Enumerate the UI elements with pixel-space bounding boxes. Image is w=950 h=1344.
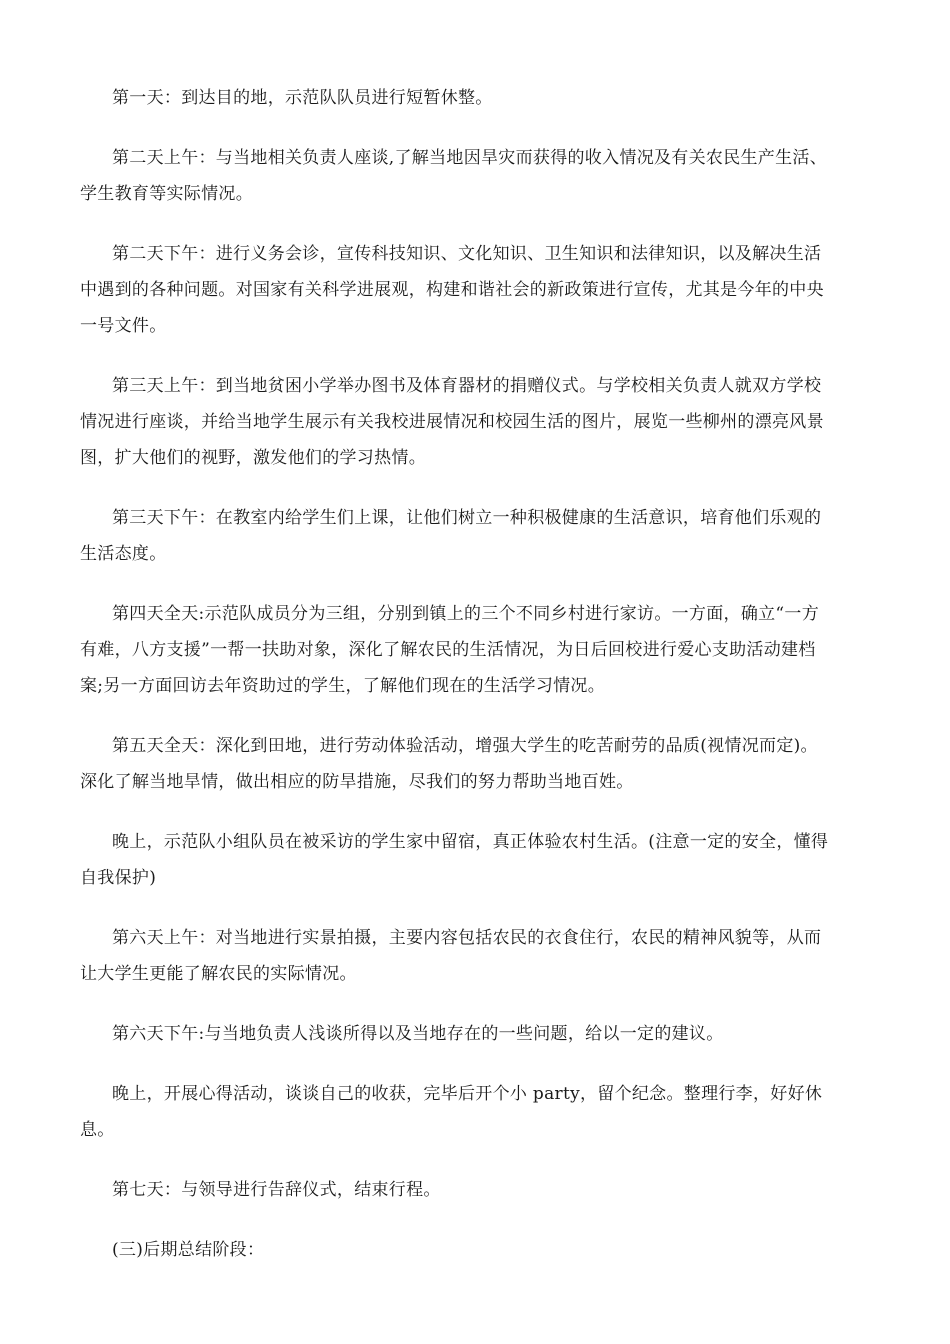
text-line: 生活态度。 [80,544,167,564]
paragraph [80,236,857,344]
paragraph [80,500,857,572]
text-line: 第二天上午：与当地相关负责人座谈,了解当地因旱灾而获得的收入情况及有关农民生产生活、 [112,148,828,168]
text-line: 图，扩大他们的视野，激发他们的学习热情。 [80,448,426,468]
paragraph [80,920,857,992]
text-line: 第三天下午：在教室内给学生们上课，让他们树立一种积极健康的生活意识，培育他们乐观的 [112,508,822,528]
text-line: 一号文件。 [80,316,167,336]
text-line: 晚上，示范队小组队员在被采访的学生家中留宿，真正体验农村生活。(注意一定的安全，懂得 [112,832,829,852]
paragraph [80,824,857,896]
text-line: 息。 [80,1120,115,1140]
paragraph [112,1232,857,1268]
text-line: 第二天下午：进行义务会诊，宣传科技知识、文化知识、卫生知识和法律知识，以及解决生活 [112,244,822,264]
text-line: 第四天全天:示范队成员分为三组，分别到镇上的三个不同乡村进行家访。一方面，确立“一方 [112,604,820,624]
text-line: 情况进行座谈，并给当地学生展示有关我校进展情况和校园生活的图片，展览一些柳州的漂亮风景 [80,412,824,432]
paragraph [80,368,857,476]
text-line: 自我保护) [80,868,157,888]
text-line: 有难，八方支援”一帮一扶助对象，深化了解农民的生活情况，为日后回校进行爱心支助活动建档 [80,640,816,660]
document-body [80,80,857,1268]
text-line: 学生教育等实际情况。 [80,184,253,204]
paragraph [112,1172,857,1208]
text-line: 第三天上午：到当地贫困小学举办图书及体育器材的捐赠仪式。与学校相关负责人就双方学校 [112,376,822,396]
paragraph [80,728,857,800]
paragraph [80,1076,857,1148]
text-line: 第六天下午:与当地负责人浅谈所得以及当地存在的一些问题，给以一定的建议。 [112,1024,724,1044]
text-line: 第五天全天：深化到田地，进行劳动体验活动，增强大学生的吃苦耐劳的品质(视情况而定)。 [112,736,818,756]
text-line: 让大学生更能了解农民的实际情况。 [80,964,357,984]
paragraph [80,596,857,704]
text-line: (三)后期总结阶段： [112,1240,265,1260]
paragraph [112,1016,857,1052]
text-line: 晚上，开展心得活动，谈谈自己的收获，完毕后开个小 party，留个纪念。整理行李，好好休 [112,1084,823,1104]
text-line: 第六天上午：对当地进行实景拍摄，主要内容包括农民的衣食住行，农民的精神风貌等，从而 [112,928,822,948]
paragraph [112,80,857,116]
text-line: 第一天：到达目的地，示范队队员进行短暂休整。 [112,88,493,108]
text-line: 案;另一方面回访去年资助过的学生，了解他们现在的生活学习情况。 [80,676,606,696]
text-line: 中遇到的各种问题。对国家有关科学进展观，构建和谐社会的新政策进行宣传，尤其是今年的中央 [80,280,824,300]
text-line: 深化了解当地旱情，做出相应的防旱措施，尽我们的努力帮助当地百姓。 [80,772,634,792]
paragraph [80,140,857,212]
text-line: 第七天：与领导进行告辞仪式，结束行程。 [112,1180,441,1200]
